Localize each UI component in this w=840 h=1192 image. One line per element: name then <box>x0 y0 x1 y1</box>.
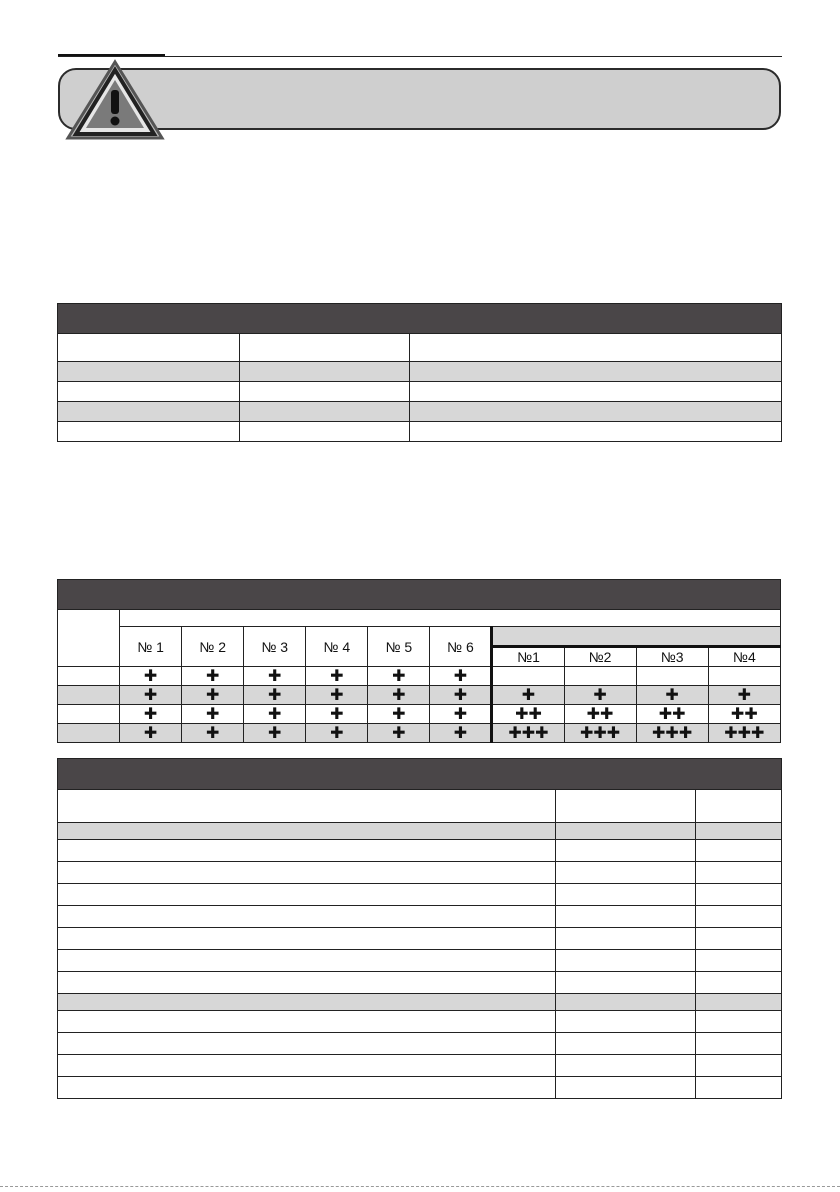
subcolumn-header: №2 <box>564 647 636 667</box>
plus-mark: ✚ <box>120 724 182 743</box>
column-header: № 1 <box>120 627 182 667</box>
plus-mark: ✚✚✚ <box>564 724 636 743</box>
plus-mark: ✚✚ <box>492 705 564 724</box>
column-header: № 2 <box>182 627 244 667</box>
plus-mark: ✚ <box>430 667 492 686</box>
table-row <box>58 1011 782 1033</box>
table-row <box>58 972 782 994</box>
table-2 <box>57 579 781 743</box>
table-row <box>58 724 781 743</box>
table-row <box>58 667 781 686</box>
column-header: № 5 <box>368 627 430 667</box>
table-header <box>58 759 782 790</box>
plus-mark: ✚ <box>430 724 492 743</box>
column-header: № 4 <box>306 627 368 667</box>
plus-mark: ✚✚ <box>564 705 636 724</box>
plus-mark: ✚ <box>368 724 430 743</box>
plus-mark: ✚ <box>120 667 182 686</box>
table-row <box>58 823 782 840</box>
plus-mark: ✚✚✚ <box>492 724 564 743</box>
subcolumn-header: №4 <box>708 647 780 667</box>
plus-mark: ✚ <box>636 686 708 705</box>
plus-mark: ✚ <box>244 724 306 743</box>
table-row <box>58 1033 782 1055</box>
plus-mark: ✚ <box>306 705 368 724</box>
plus-mark: ✚ <box>120 705 182 724</box>
plus-mark <box>564 667 636 686</box>
table-row <box>58 1055 782 1077</box>
plus-mark: ✚ <box>306 724 368 743</box>
plus-mark: ✚✚ <box>708 705 780 724</box>
plus-mark <box>708 667 780 686</box>
table-row <box>58 610 781 627</box>
plus-mark: ✚✚ <box>636 705 708 724</box>
plus-mark: ✚✚✚ <box>636 724 708 743</box>
table-header <box>58 304 782 334</box>
table-row <box>58 382 782 402</box>
plus-mark: ✚ <box>244 705 306 724</box>
table-row <box>58 862 782 884</box>
column-header: № 6 <box>430 627 492 667</box>
plus-mark: ✚ <box>430 705 492 724</box>
table-1 <box>57 303 782 442</box>
plus-mark: ✚ <box>306 667 368 686</box>
plus-mark: ✚ <box>244 667 306 686</box>
table-row <box>58 402 782 422</box>
plus-mark: ✚ <box>368 705 430 724</box>
plus-mark <box>492 667 564 686</box>
table-row <box>58 705 781 724</box>
table-row <box>58 790 782 823</box>
table-row <box>58 928 782 950</box>
table-row <box>58 1077 782 1099</box>
table-row <box>58 906 782 928</box>
plus-mark: ✚ <box>120 686 182 705</box>
top-rule <box>58 56 782 57</box>
plus-mark: ✚ <box>182 705 244 724</box>
table-row <box>58 362 782 382</box>
table-row <box>58 686 781 705</box>
plus-mark: ✚ <box>564 686 636 705</box>
plus-mark: ✚ <box>430 686 492 705</box>
plus-mark: ✚ <box>368 686 430 705</box>
subcolumn-header: №1 <box>492 647 564 667</box>
subcolumn-header: №3 <box>636 647 708 667</box>
table-row <box>58 334 782 362</box>
table-3 <box>57 758 782 1099</box>
plus-mark: ✚ <box>306 686 368 705</box>
warning-triangle-icon <box>64 58 166 142</box>
table-row <box>58 950 782 972</box>
plus-mark: ✚ <box>708 686 780 705</box>
table-row <box>58 884 782 906</box>
plus-mark: ✚ <box>368 667 430 686</box>
table-row <box>58 994 782 1011</box>
table-row <box>58 840 782 862</box>
table-header <box>58 580 781 610</box>
table-row <box>58 422 782 442</box>
column-header: № 3 <box>244 627 306 667</box>
warning-banner <box>58 68 781 130</box>
page-edge <box>0 1186 840 1188</box>
plus-mark: ✚ <box>492 686 564 705</box>
plus-mark <box>636 667 708 686</box>
plus-mark: ✚ <box>182 686 244 705</box>
plus-mark: ✚ <box>182 724 244 743</box>
table-row <box>58 627 781 647</box>
plus-mark: ✚ <box>182 667 244 686</box>
plus-mark: ✚ <box>244 686 306 705</box>
plus-mark: ✚✚✚ <box>708 724 780 743</box>
